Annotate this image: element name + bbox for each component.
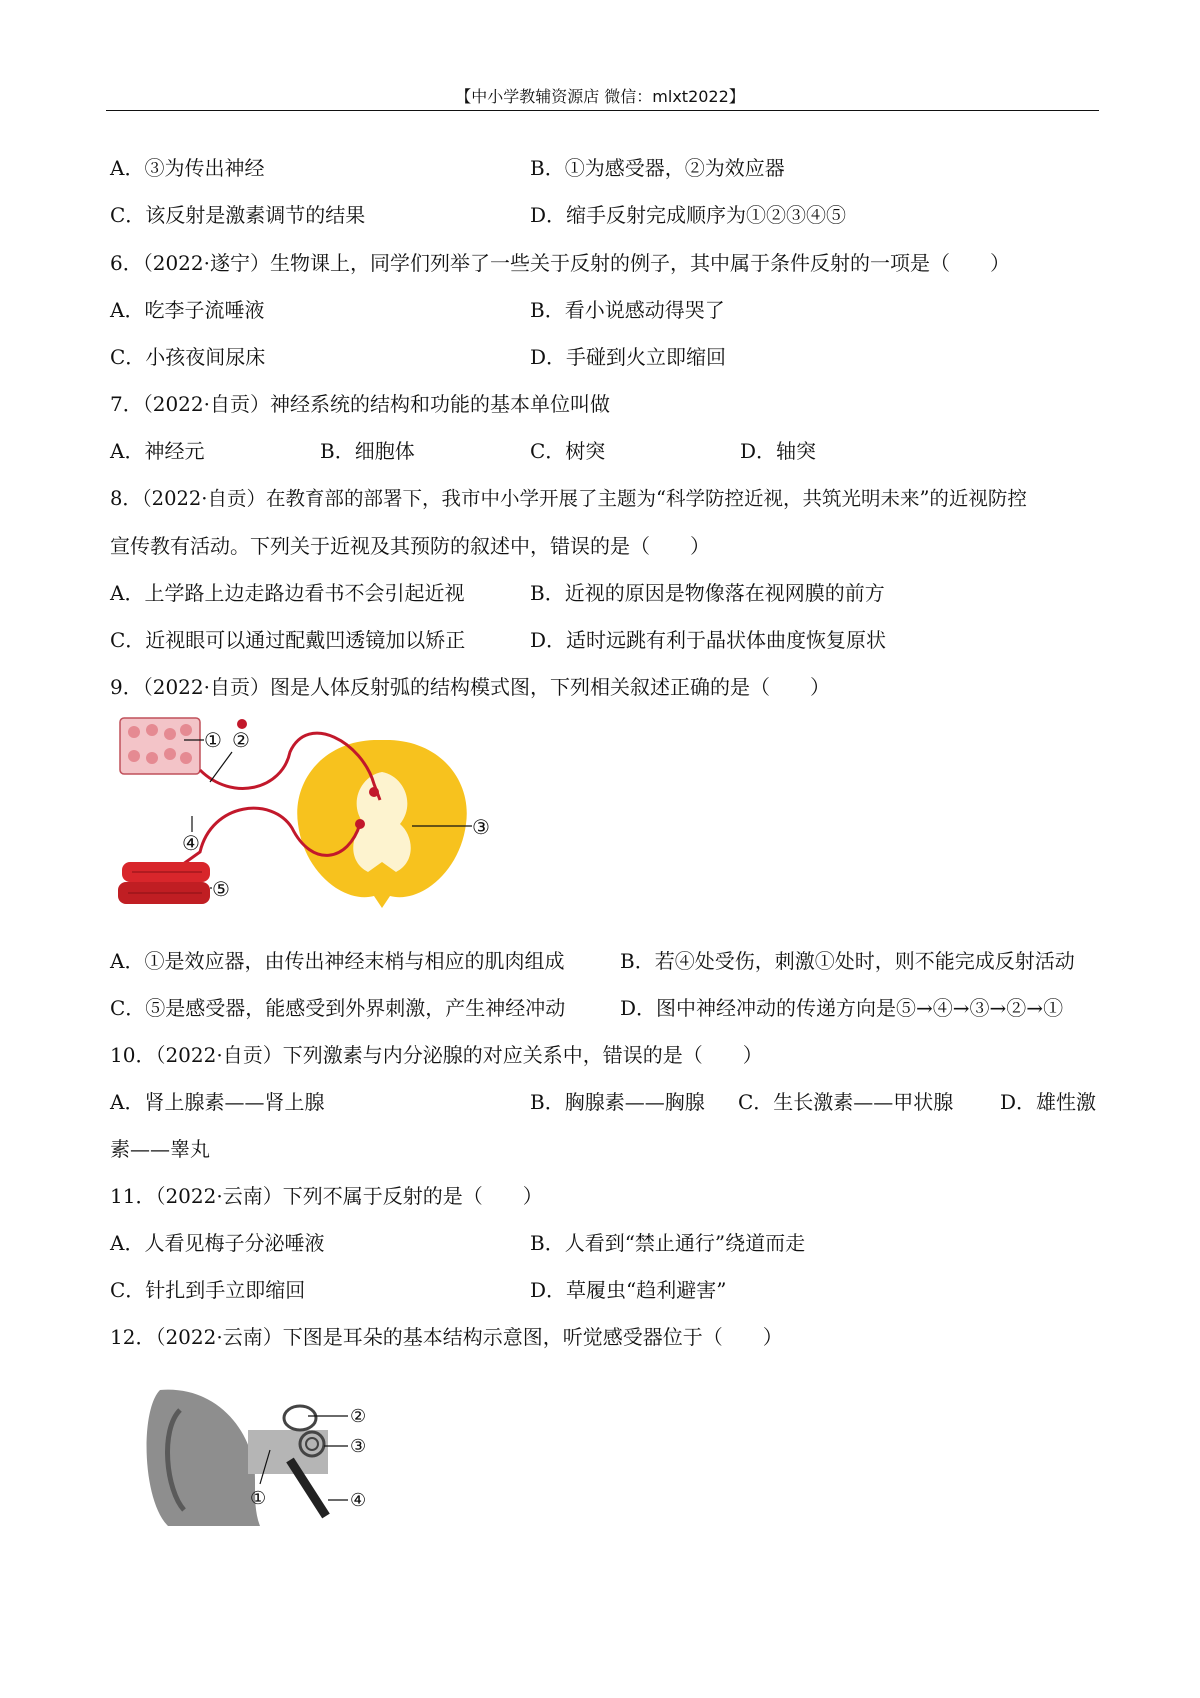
q7-stem: 7．（2022·自贡）神经系统的结构和功能的基本单位叫做	[110, 392, 610, 416]
reflex-label-4: ④	[182, 831, 200, 855]
q8-stem-line1: 8．（2022·自贡）在教育部的部署下，我市中小学开展了主题为“科学防控近视，共筑光明未来”的近视防控	[110, 487, 1027, 510]
ear-structure-figure	[140, 1380, 420, 1530]
q8-option-d: D．适时远跳有利于晶状体曲度恢复原状	[530, 628, 887, 652]
ear-label-4: ④	[350, 1490, 367, 1511]
ear-label-1: ①	[250, 1488, 267, 1509]
q5-option-d: D．缩手反射完成顺序为①②③④⑤	[530, 203, 847, 227]
q11-option-c: C．针扎到手立即缩回	[110, 1278, 306, 1302]
q11-option-b: B．人看到“禁止通行”绕道而走	[530, 1231, 806, 1255]
q6-option-c: C．小孩夜间尿床	[110, 345, 266, 369]
q7-option-d: D．轴突	[740, 439, 817, 463]
q10-option-c: C．生长激素——甲状腺	[738, 1090, 954, 1114]
reflex-effector-muscle	[118, 862, 210, 904]
q11-stem: 11．（2022·云南）下列不属于反射的是（ ）	[110, 1184, 543, 1208]
q7-option-b: B．细胞体	[320, 439, 415, 463]
reflex-label-1: ①	[204, 728, 222, 752]
reflex-label-2: ②	[232, 728, 250, 752]
q10-option-a: A．肾上腺素——肾上腺	[110, 1090, 325, 1114]
q8-option-a: A．上学路上边走路边看书不会引起近视	[110, 581, 465, 605]
q6-option-b: B．看小说感动得哭了	[530, 298, 725, 322]
q11-option-a: A．人看见梅子分泌唾液	[110, 1231, 325, 1255]
reflex-label-5: ⑤	[212, 877, 230, 901]
q11-option-d: D．草履虫“趋利避害”	[530, 1278, 727, 1302]
q5-option-a: A．③为传出神经	[110, 156, 265, 180]
ear-label-3: ③	[350, 1436, 367, 1457]
q5-option-c: C．该反射是激素调节的结果	[110, 203, 366, 227]
q8-stem-line2: 宣传教有活动。下列关于近视及其预防的叙述中，错误的是（ ）	[110, 534, 710, 558]
q10-option-d-part2: 素——睾丸	[110, 1137, 210, 1161]
reflex-receptor-skin	[120, 718, 200, 774]
q12-stem: 12．（2022·云南）下图是耳朵的基本结构示意图，听觉感受器位于（ ）	[110, 1325, 783, 1349]
q8-option-b: B．近视的原因是物像落在视网膜的前方	[530, 581, 885, 605]
q9-option-c: C．⑤是感受器，能感受到外界刺激，产生神经冲动	[110, 996, 566, 1020]
reflex-label-3: ③	[472, 815, 490, 839]
spinal-cord	[297, 740, 467, 908]
q7-option-c: C．树突	[530, 439, 606, 463]
q6-option-d: D．手碰到火立即缩回	[530, 345, 727, 369]
q6-stem: 6．（2022·遂宁）生物课上，同学们列举了一些关于反射的例子，其中属于条件反射的一项是（ ）	[110, 251, 1010, 275]
q9-option-d: D．图中神经冲动的传递方向是⑤→④→③→②→①	[620, 996, 1064, 1020]
header-rule	[106, 110, 1099, 111]
q6-option-a: A．吃李子流唾液	[110, 298, 265, 322]
q8-option-c: C．近视眼可以通过配戴凹透镜加以矫正	[110, 628, 466, 652]
q10-option-d-part1: D．雄性激	[1000, 1090, 1097, 1114]
q9-option-a: A．①是效应器，由传出神经末梢与相应的肌肉组成	[110, 949, 565, 973]
q10-stem: 10．（2022·自贡）下列激素与内分泌腺的对应关系中，错误的是（ ）	[110, 1043, 763, 1067]
q9-stem: 9．（2022·自贡）图是人体反射弧的结构模式图，下列相关叙述正确的是（ ）	[110, 675, 830, 699]
reflex-arc-figure	[112, 712, 542, 922]
q9-option-b: B．若④处受伤，刺激①处时，则不能完成反射活动	[620, 949, 1075, 973]
ear-label-2: ②	[350, 1406, 367, 1427]
q7-option-a: A．神经元	[110, 439, 205, 463]
page-header: 【中小学教辅资源店 微信：mlxt2022】	[455, 87, 745, 106]
q10-option-b: B．胸腺素——胸腺	[530, 1090, 705, 1114]
ear-canal	[248, 1430, 328, 1474]
q5-option-b: B．①为感受器，②为效应器	[530, 156, 785, 180]
